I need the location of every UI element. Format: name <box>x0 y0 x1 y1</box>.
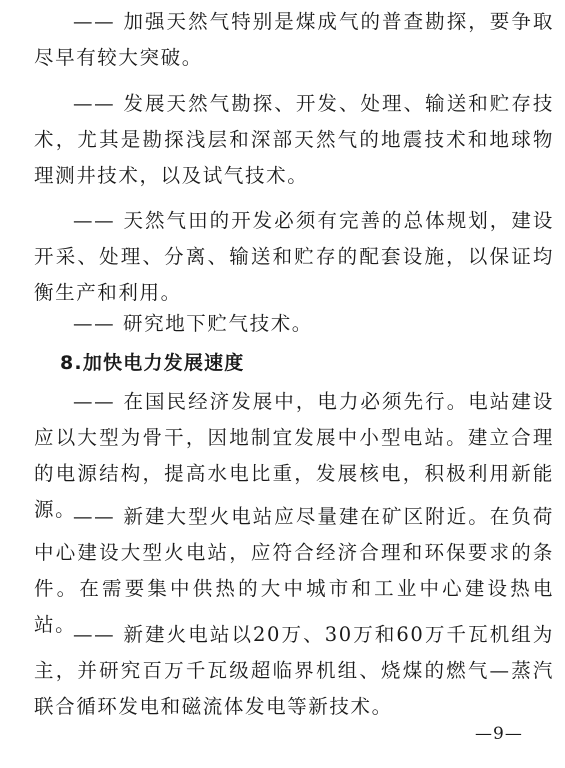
paragraph-thermal-plants: —— 新建大型火电站应尽量建在矿区附近。在负荷中心建设大型火电站，应符合经济合理和环保要求的条件。在需要集中供热的大中城市和工业中心建设热电站。 <box>34 505 554 636</box>
page-number: —9— <box>475 724 523 744</box>
paragraph-gas-technology: —— 发展天然气勘探、开发、处理、输送和贮存技术，尤其是勘探浅层和深部天然气的地震技术和地球物理测井技术，以及试气技术。 <box>34 92 554 187</box>
paragraph-gasfield-planning: —— 天然气田的开发必须有完善的总体规划，建设开采、处理、分离、输送和贮存的配套设施，以保证均衡生产和利用。 <box>34 209 554 304</box>
paragraph-new-technology: —— 新建火电站以20万、30万和60万千瓦机组为主，并研究百万千瓦级超临界机组、烧煤的燃气—蒸汽联合循环发电和磁流体发电等新技术。 <box>34 623 554 718</box>
section-heading: 8.加快电力发展速度 <box>60 352 245 374</box>
paragraph-power-priority: —— 在国民经济发展中，电力必须先行。电站建设应以大型为骨干，因地制宜发展中小型电站。建立合理的电源结构，提高水电比重，发展核电，积极利用新能源。 <box>34 390 554 521</box>
paragraph-underground-storage: —— 研究地下贮气技术。 <box>73 312 313 335</box>
paragraph-gas-exploration: —— 加强天然气特别是煤成气的普查勘探，要争取尽早有较大突破。 <box>34 10 554 69</box>
